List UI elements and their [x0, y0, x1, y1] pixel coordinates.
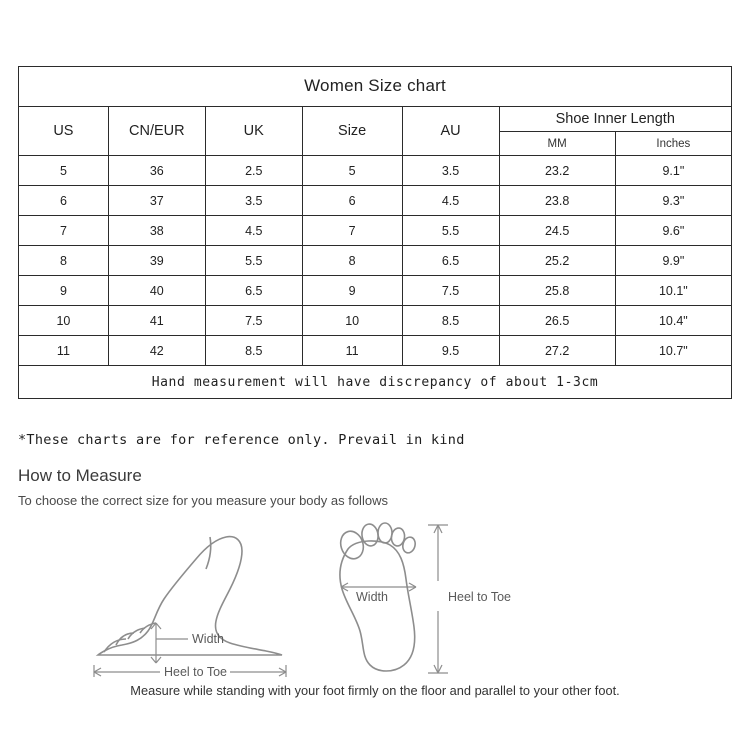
- cell-inches: 9.6": [615, 216, 731, 246]
- cell-inches: 9.1": [615, 156, 731, 186]
- cell-au: 8.5: [402, 306, 499, 336]
- side-heel-to-toe-label: Heel to Toe: [164, 665, 228, 679]
- cell-size: 10: [302, 306, 402, 336]
- table-row: [19, 216, 732, 246]
- cell-inches: 10.1": [615, 276, 731, 306]
- cell-uk: 6.5: [205, 276, 302, 306]
- cell-au: 9.5: [402, 336, 499, 366]
- table-row: [19, 246, 732, 276]
- subheader-mm: MM: [499, 132, 615, 156]
- cell-us: 6: [19, 186, 109, 216]
- cell-mm: 23.8: [499, 186, 615, 216]
- cell-au: 3.5: [402, 156, 499, 186]
- table-row: [19, 336, 732, 366]
- cell-au: 4.5: [402, 186, 499, 216]
- cell-cn-eur: 41: [108, 306, 205, 336]
- foot-measure-diagram: [60, 515, 700, 690]
- cell-uk: 5.5: [205, 246, 302, 276]
- header-au: AU: [402, 107, 499, 156]
- cell-inches: 9.3": [615, 186, 731, 216]
- header-us: US: [19, 107, 109, 156]
- cell-cn-eur: 42: [108, 336, 205, 366]
- cell-au: 7.5: [402, 276, 499, 306]
- cell-us: 9: [19, 276, 109, 306]
- cell-uk: 4.5: [205, 216, 302, 246]
- cell-inches: 10.7": [615, 336, 731, 366]
- cell-mm: 27.2: [499, 336, 615, 366]
- cell-us: 8: [19, 246, 109, 276]
- side-width-measure: [151, 623, 188, 663]
- header-uk: UK: [205, 107, 302, 156]
- cell-cn-eur: 40: [108, 276, 205, 306]
- cell-mm: 23.2: [499, 156, 615, 186]
- cell-inches: 9.9": [615, 246, 731, 276]
- table-row: [19, 186, 732, 216]
- reference-only-note: *These charts are for reference only. Prevail in kind: [18, 432, 465, 448]
- cell-inches: 10.4": [615, 306, 731, 336]
- header-cn-eur: CN/EUR: [108, 107, 205, 156]
- top-heel-to-toe-measure: [428, 525, 448, 673]
- table-header-row: [19, 107, 732, 132]
- cell-size: 6: [302, 186, 402, 216]
- table-footer-row: [19, 366, 732, 399]
- top-width-label: Width: [356, 590, 388, 604]
- how-to-measure-title: How to Measure: [18, 466, 142, 485]
- cell-us: 10: [19, 306, 109, 336]
- cell-size: 9: [302, 276, 402, 306]
- cell-size: 5: [302, 156, 402, 186]
- table-row: [19, 276, 732, 306]
- side-width-label: Width: [192, 632, 224, 646]
- cell-cn-eur: 37: [108, 186, 205, 216]
- cell-au: 5.5: [402, 216, 499, 246]
- table-row: [19, 306, 732, 336]
- subheader-inches: Inches: [615, 132, 731, 156]
- how-to-measure-subtitle: To choose the correct size for you measure your body as follows: [18, 493, 388, 508]
- measure-caption: Measure while standing with your foot firmly on the floor and parallel to your other foot.: [130, 683, 620, 698]
- cell-cn-eur: 36: [108, 156, 205, 186]
- cell-size: 11: [302, 336, 402, 366]
- table-row: [19, 156, 732, 186]
- cell-uk: 2.5: [205, 156, 302, 186]
- cell-mm: 24.5: [499, 216, 615, 246]
- cell-us: 11: [19, 336, 109, 366]
- header-size: Size: [302, 107, 402, 156]
- cell-au: 6.5: [402, 246, 499, 276]
- cell-uk: 8.5: [205, 336, 302, 366]
- cell-size: 7: [302, 216, 402, 246]
- cell-cn-eur: 39: [108, 246, 205, 276]
- women-size-chart-table: [18, 66, 732, 399]
- header-shoe-inner-length: Shoe Inner Length: [499, 107, 732, 132]
- table-title-row: [19, 67, 732, 107]
- foot-diagram-svg: [60, 515, 700, 690]
- cell-cn-eur: 38: [108, 216, 205, 246]
- cell-mm: 25.8: [499, 276, 615, 306]
- size-chart-container: [18, 66, 732, 399]
- cell-size: 8: [302, 246, 402, 276]
- cell-uk: 3.5: [205, 186, 302, 216]
- top-heel-to-toe-label: Heel to Toe: [448, 590, 512, 604]
- cell-mm: 26.5: [499, 306, 615, 336]
- cell-mm: 25.2: [499, 246, 615, 276]
- hand-measurement-note: Hand measurement will have discrepancy of about 1-3cm: [19, 366, 732, 399]
- cell-uk: 7.5: [205, 306, 302, 336]
- cell-us: 7: [19, 216, 109, 246]
- foot-side-view: [98, 537, 282, 655]
- page-title: Women Size chart: [19, 67, 732, 107]
- cell-us: 5: [19, 156, 109, 186]
